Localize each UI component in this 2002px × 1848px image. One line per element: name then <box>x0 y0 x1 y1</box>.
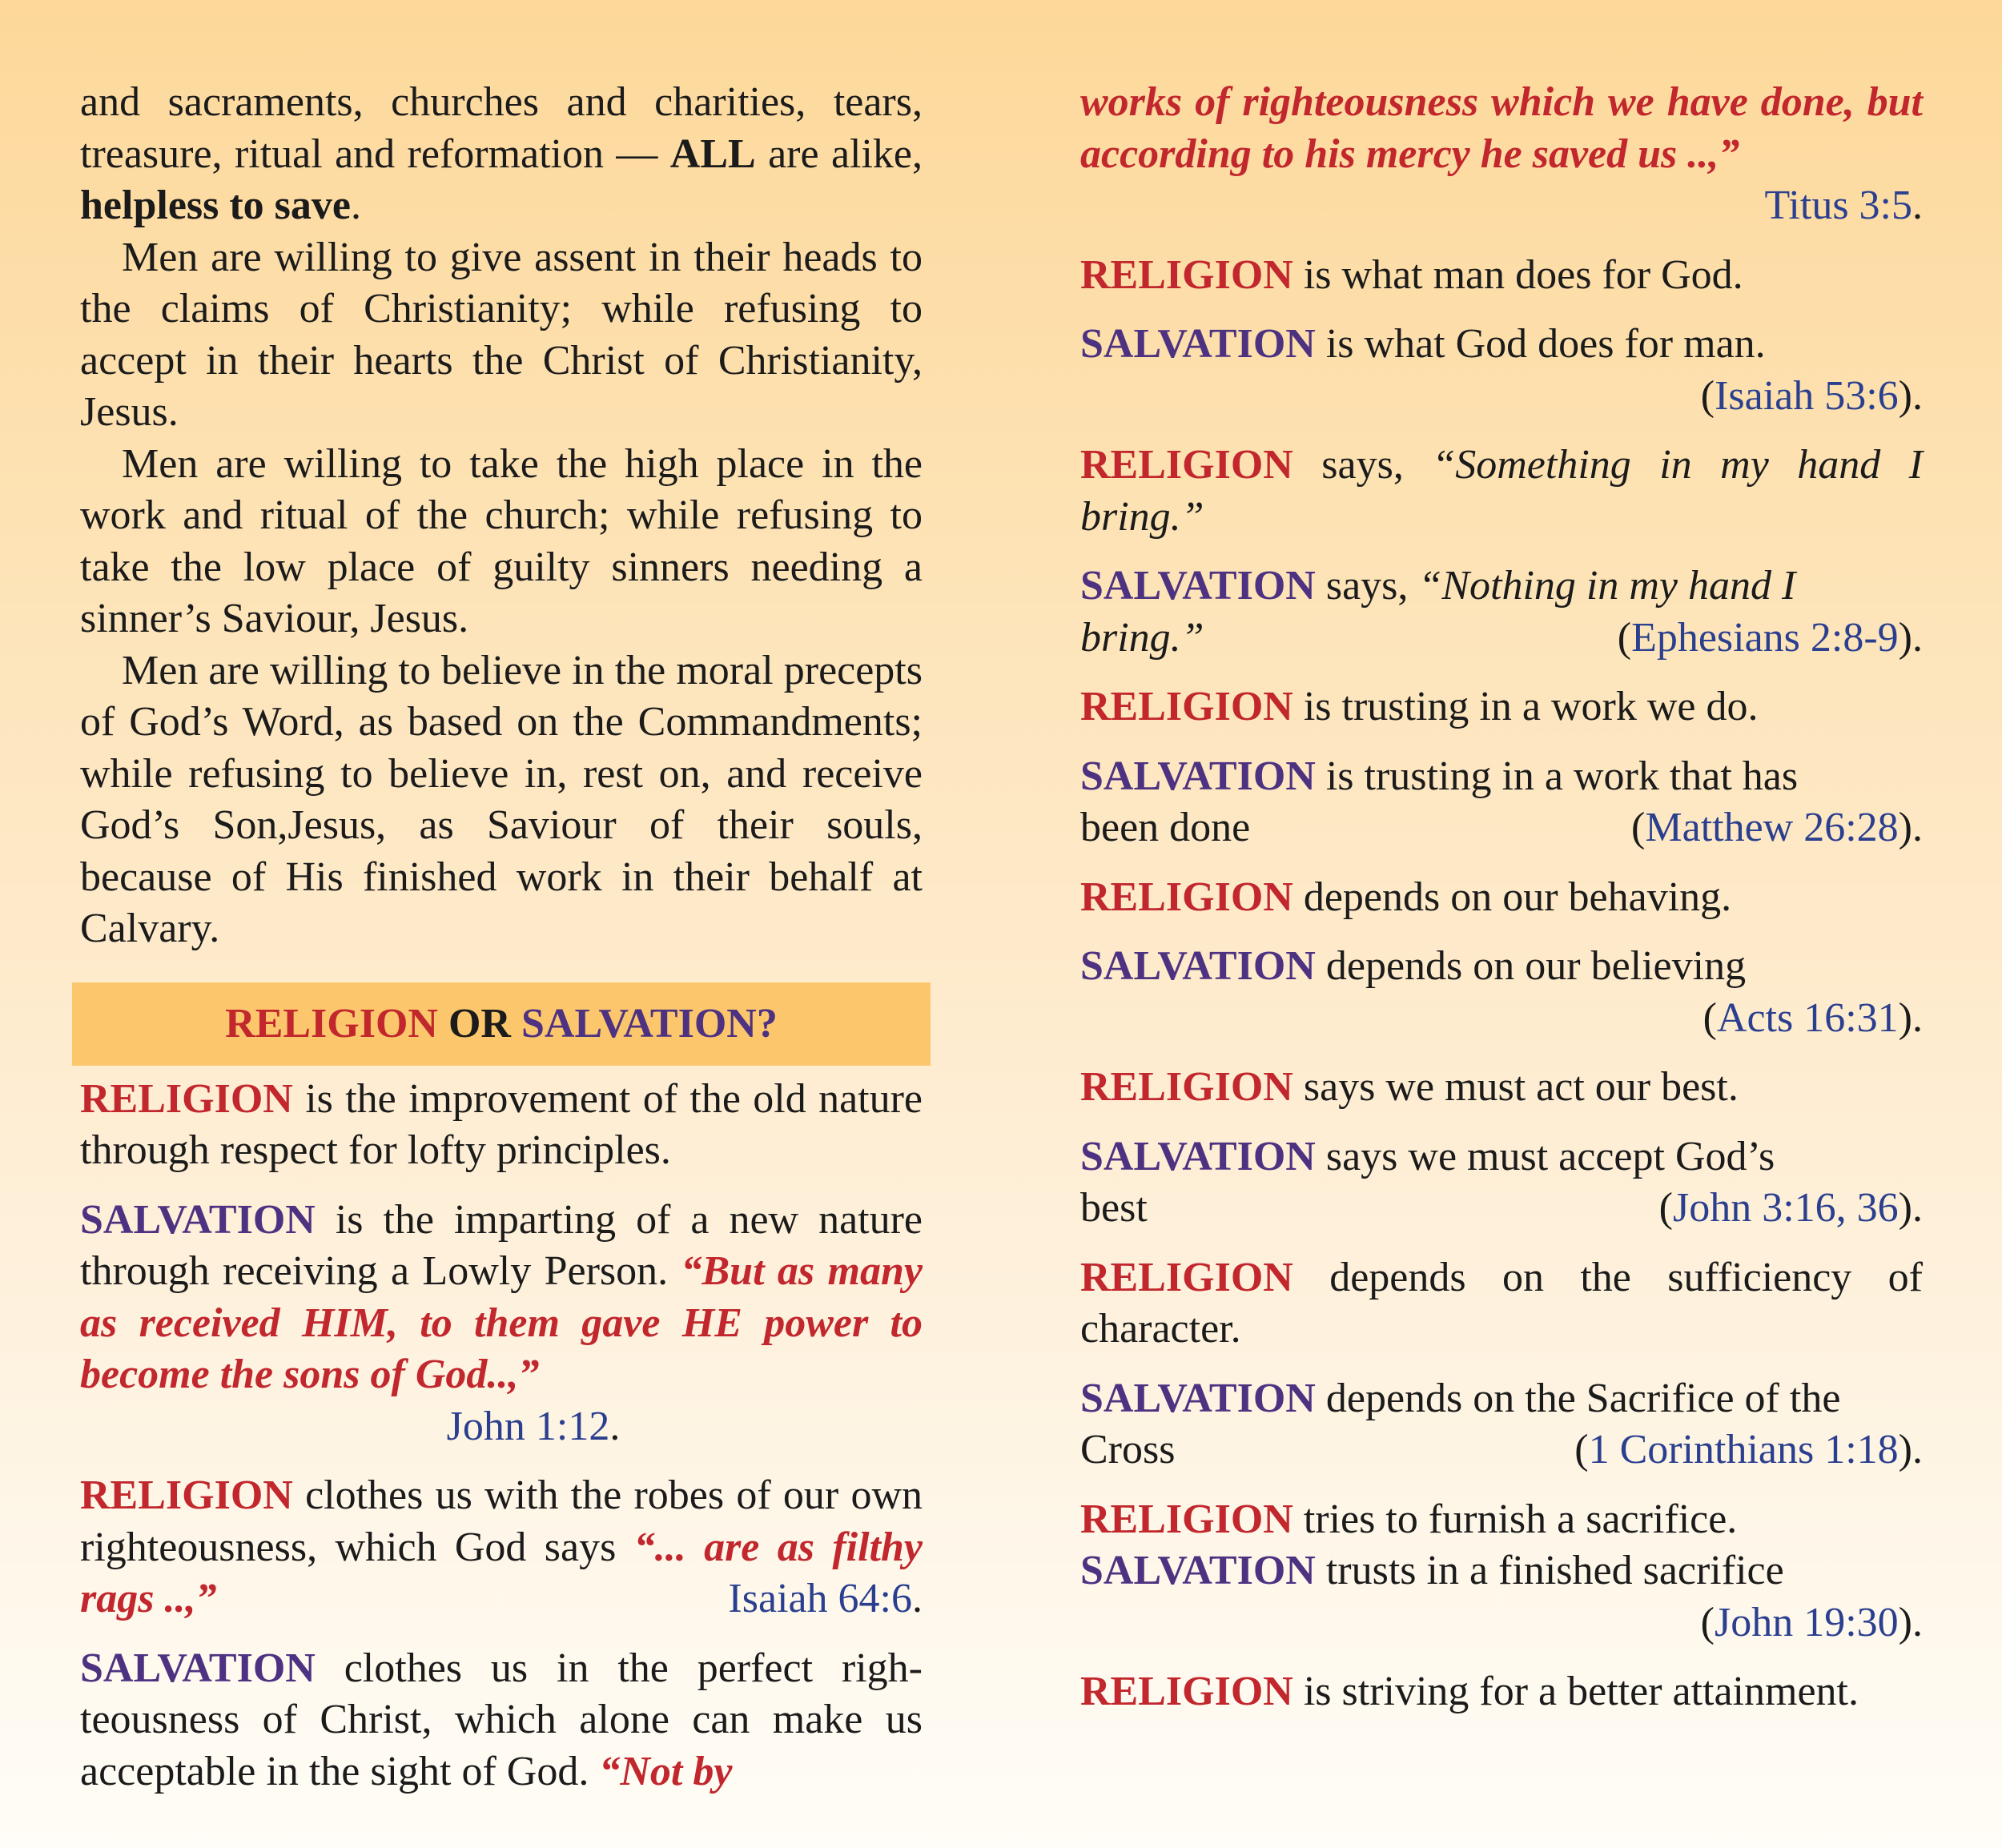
ref-open: ( <box>1700 372 1715 419</box>
entry-text: depends on the sufficiency of character. <box>1080 1254 1923 1352</box>
reference-line <box>1080 1183 1923 1235</box>
scripture-reference: John 19:30 <box>1714 1599 1899 1645</box>
ref-dot: . <box>912 1576 923 1621</box>
salvation-label: SALVATION <box>1080 563 1316 609</box>
ref-dot: . <box>1912 183 1923 228</box>
religion-label: RELIGION <box>1080 684 1293 729</box>
religion-label: RELIGION <box>80 1075 293 1122</box>
scripture-reference: Titus 3:5 <box>1764 183 1912 228</box>
paragraph-moral-precepts: Men are willing to believe in the moral precepts of God’s Word, as based on the Commandments; while refusing to believe in, rest on, and receive God’s Son,Jesus, as Saviour of their souls, because of His finished work in their behalf at Calvary. <box>80 647 923 951</box>
entry-salvation-accept <box>1080 1131 1923 1183</box>
entry-religion-character <box>1080 1252 1923 1356</box>
entry-text-end: best <box>1080 1185 1148 1231</box>
scripture-reference: Acts 16:31 <box>1716 994 1899 1041</box>
ref-close: ). <box>1898 1427 1923 1472</box>
entry-religion-trusting <box>1080 681 1923 733</box>
ref-open: ( <box>1617 614 1632 661</box>
ref-close: ). <box>1898 805 1923 850</box>
salvation-label: SALVATION <box>80 1645 316 1691</box>
salvation-label: SALVATION <box>1080 943 1316 989</box>
reference-line <box>1080 993 1923 1045</box>
ref-close: ). <box>1898 1599 1923 1645</box>
entry-text: is the improvement of the old nature through respect for lofty principles. <box>80 1075 923 1173</box>
religion-label: RELIGION <box>1080 1254 1293 1300</box>
banner-or: OR <box>437 1000 521 1047</box>
reference-line <box>1080 613 1923 665</box>
quote-continuation <box>1080 77 1923 180</box>
entry-text: depends on our behaving. <box>1292 874 1732 920</box>
entry-religion-something <box>1080 440 1923 543</box>
entry-text-end: Cross <box>1080 1427 1176 1472</box>
salvation-label: SALVATION <box>1080 1548 1316 1593</box>
entry-text: is trusting in a work we do. <box>1292 684 1759 729</box>
salvation-label: SALVATION <box>1080 1375 1316 1421</box>
scripture-reference: John 3:16, 36 <box>1672 1185 1899 1231</box>
religion-label: RELIGION <box>1080 251 1293 298</box>
entry-salvation-believing <box>1080 941 1923 993</box>
entry-salvation-trusting <box>1080 751 1923 803</box>
entry-text: is striving for a better attainment. <box>1292 1669 1859 1714</box>
scripture-reference: Matthew 26:28 <box>1645 805 1899 850</box>
ref-open: ( <box>1631 805 1646 850</box>
ref-dot: . <box>609 1403 621 1449</box>
entry-text: is what God does for man. <box>1315 321 1766 367</box>
all-emphasis: ALL <box>669 131 756 177</box>
scripture-reference: John 1:12 <box>446 1403 610 1449</box>
intro-text: and sacraments, churches and charities, tears, treasure, ritual and reformation — <box>80 79 923 177</box>
section-heading-banner <box>72 982 931 1066</box>
reference-line <box>1080 180 1923 232</box>
salvation-label: SALVATION <box>1080 1133 1316 1179</box>
entry-text: says, <box>1315 563 1419 609</box>
religion-label: RELIGION <box>1080 442 1293 488</box>
entry-text: trusts in a finished sacrifice <box>1315 1548 1784 1593</box>
hymn-quote: “Nothing in my hand I <box>1418 563 1796 609</box>
entry-salvation-finished <box>1080 1545 1923 1597</box>
scripture-quote: works of righteousness which we have done, but according to his mercy he saved us ..,” <box>1080 79 1923 177</box>
religion-label: RELIGION <box>1080 874 1293 920</box>
entry-religion-behaving <box>1080 872 1923 924</box>
ref-close: ). <box>1898 372 1923 419</box>
salvation-label: SALVATION <box>1080 321 1316 367</box>
entry-text: is trusting in a work that has <box>1315 753 1799 799</box>
entry-text: clothes us with the robes of our own righteousness, which God says <box>80 1472 923 1570</box>
paragraph-high-place: Men are willing to take the high place in the work and ritual of the church; while refusing to take the low place of guilty sinners needing a sinner’s Saviour, Jesus. <box>80 440 923 641</box>
reference-line <box>1080 371 1923 423</box>
salvation-label: SALVATION <box>1080 753 1316 799</box>
paragraph-assent: Men are willing to give assent in their heads to the claims of Christianity; while refusing to accept in their hearts the Christ of Christianity, Jesus. <box>80 234 923 435</box>
ref-close: ). <box>1898 614 1923 661</box>
religion-label: RELIGION <box>80 1472 293 1518</box>
religion-label: RELIGION <box>1080 1496 1293 1542</box>
scripture-quote: “... are as filthy rags ..,” <box>80 1524 923 1621</box>
scripture-reference: Isaiah 53:6 <box>1715 372 1899 419</box>
entry-text: tries to furnish a sacrifice. <box>1292 1496 1738 1542</box>
entry-religion-furnish <box>1080 1494 1923 1546</box>
salvation-label: SALVATION <box>80 1196 316 1243</box>
entry-salvation-cross <box>1080 1373 1923 1425</box>
entry-text: depends on the Sacrifice of the <box>1315 1375 1841 1421</box>
reference-line <box>80 1401 923 1453</box>
entry-salvation-god-does <box>1080 319 1923 371</box>
paragraph-intro <box>80 77 923 232</box>
entry-text: says, <box>1292 442 1433 488</box>
entry-salvation-nothing <box>1080 560 1923 613</box>
entry-text: is what man does for God. <box>1292 251 1743 298</box>
ref-open: ( <box>1658 1185 1673 1231</box>
scripture-reference: 1 Corinthians 1:18 <box>1588 1427 1899 1472</box>
religion-label: RELIGION <box>1080 1669 1293 1714</box>
entry-religion-improvement <box>80 1074 923 1177</box>
left-column <box>80 77 923 1798</box>
reference-line <box>1080 802 1923 854</box>
entry-religion-striving <box>1080 1666 1923 1718</box>
entry-text: is the imparting of a new nature through receiving a Lowly Person. <box>80 1196 923 1294</box>
ref-open: ( <box>1700 1599 1715 1645</box>
ref-close: ). <box>1898 1185 1923 1231</box>
intro-end: . <box>351 183 361 228</box>
entry-text: says we must act our best. <box>1292 1064 1739 1110</box>
hymn-quote: “Something in my hand I bring.” <box>1080 442 1924 540</box>
reference-line <box>1080 1597 1923 1649</box>
entry-religion-robes <box>80 1470 923 1625</box>
entry-text-end: been done <box>1080 805 1251 850</box>
reference-line <box>1080 1424 1923 1476</box>
entry-salvation-perfect <box>80 1643 923 1798</box>
entry-text: says we must accept God’s <box>1315 1133 1775 1179</box>
right-column <box>1080 77 1923 1718</box>
scripture-quote: “Not by <box>599 1748 733 1794</box>
helpless-emphasis: helpless to save <box>80 183 351 228</box>
banner-religion: RELIGION <box>225 1000 438 1047</box>
religion-label: RELIGION <box>1080 1064 1293 1110</box>
entry-text: depends on our believing <box>1315 943 1747 989</box>
entry-salvation-new-nature <box>80 1195 923 1401</box>
scripture-reference: Isaiah 64:6 <box>728 1576 912 1621</box>
banner-salvation: SALVATION? <box>521 1000 778 1047</box>
scripture-quote: “But as many as received HIM, to them gave HE power to become the sons of God..,” <box>80 1248 923 1397</box>
entry-religion-act-best <box>1080 1062 1923 1114</box>
ref-close: ). <box>1898 994 1923 1041</box>
entry-religion-man-does <box>1080 250 1923 302</box>
intro-mid: are alike, <box>755 131 923 177</box>
entry-text: clothes us in the perfect righteousness of Christ, which alone can make us acceptable in the sight of God. <box>80 1645 923 1794</box>
ref-open: ( <box>1703 994 1717 1041</box>
ref-open: ( <box>1574 1427 1589 1472</box>
hymn-quote-end: bring.” <box>1080 614 1204 661</box>
scripture-reference: Ephesians 2:8-9 <box>1631 614 1899 661</box>
